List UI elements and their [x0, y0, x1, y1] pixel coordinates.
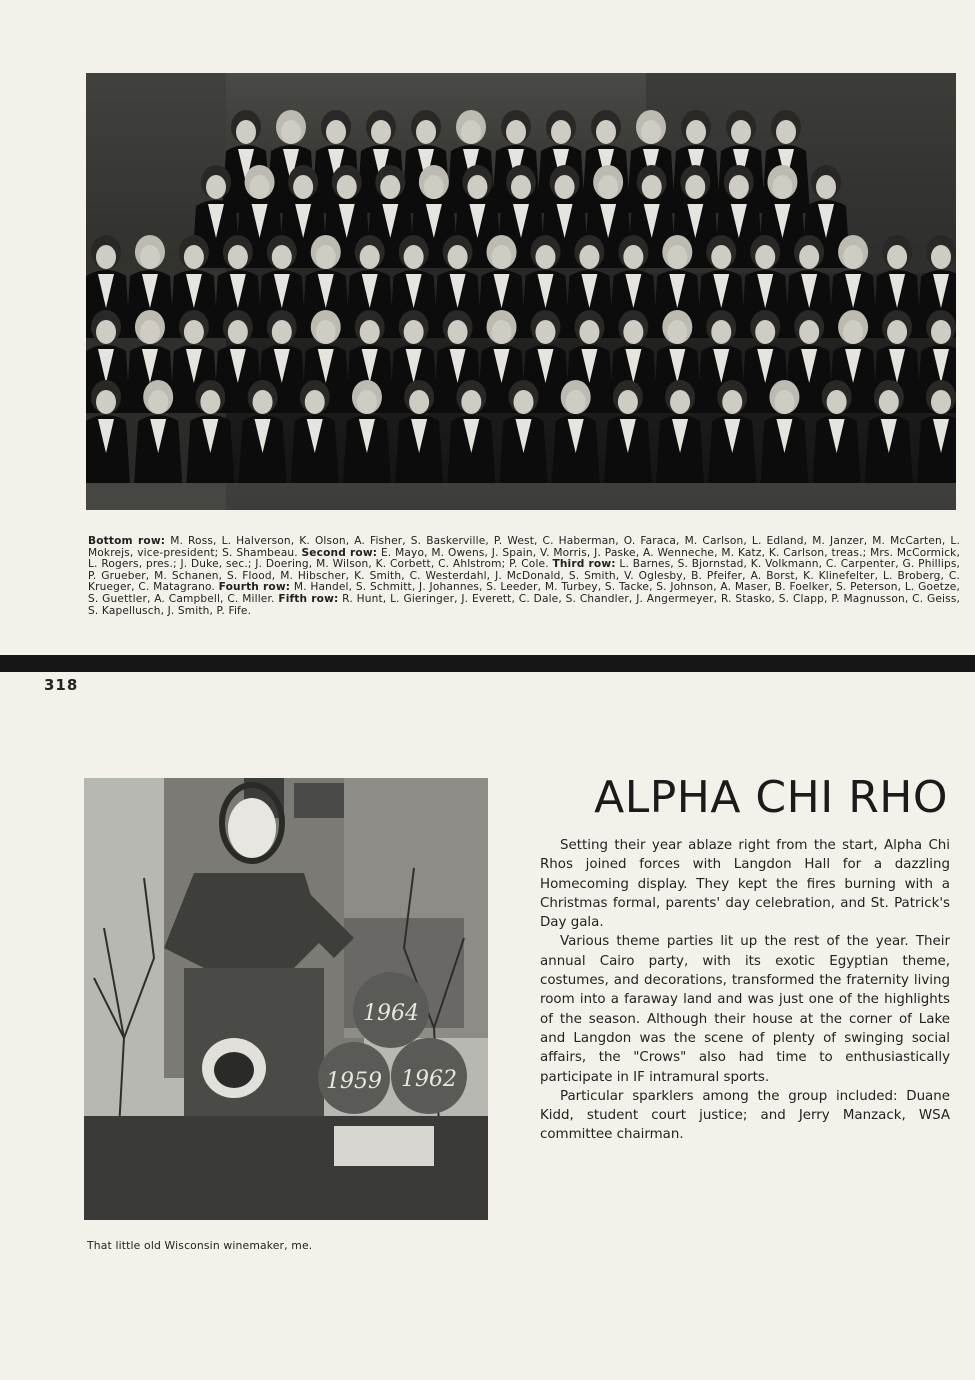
member-face: [729, 175, 749, 199]
member-face: [799, 320, 819, 344]
member-face: [316, 320, 336, 344]
member-face: [357, 390, 377, 414]
grape-year-1962: 1962: [401, 1067, 457, 1092]
member-face: [96, 245, 116, 269]
member-face: [755, 320, 775, 344]
member-face: [424, 175, 444, 199]
caption-row-names: M. Handel, S. Schmitt, J. Johannes, S. Leeder, M. Turbey, S. Tacke, S. Johnson, A. Maser, B. Foelker, S. Peterson, L. Goetze, S. Guettler, A. Campbell, C. Miller.: [88, 581, 960, 605]
member-face: [184, 245, 204, 269]
member-face: [253, 390, 273, 414]
member-face: [618, 390, 638, 414]
member-face: [816, 175, 836, 199]
member-face: [887, 320, 907, 344]
display-photo-caption: That little old Wisconsin winemaker, me.: [87, 1239, 313, 1252]
homecoming-display-photo: [84, 778, 488, 1220]
member-face: [371, 120, 391, 144]
member-face: [535, 320, 555, 344]
member-face: [272, 245, 292, 269]
member-face: [506, 120, 526, 144]
member-face: [772, 175, 792, 199]
member-face: [360, 320, 380, 344]
member-face: [228, 320, 248, 344]
member-face: [448, 245, 468, 269]
member-face: [293, 175, 313, 199]
grape-year-1964: 1964: [363, 1001, 419, 1026]
member-face: [774, 390, 794, 414]
article-heading: ALPHA CHI RHO: [594, 772, 948, 823]
member-face: [96, 320, 116, 344]
member-face: [931, 245, 951, 269]
member-face: [711, 320, 731, 344]
member-face: [799, 245, 819, 269]
member-face: [305, 390, 325, 414]
member-face: [931, 390, 951, 414]
member-face: [409, 390, 429, 414]
member-face: [511, 175, 531, 199]
caption-row-label: Third row:: [552, 558, 616, 571]
member-face: [140, 320, 160, 344]
page-divider: [0, 655, 975, 672]
caption-row-names: R. Hunt, L. Gieringer, J. Everett, C. Dale, S. Chandler, J. Angermeyer, R. Stasko, S. Clapp, P. Magnusson, C. Geiss, S. Kapellusch, J. Smith, P. Fife.: [88, 592, 961, 617]
member-face: [316, 245, 336, 269]
article-body: [540, 836, 950, 1145]
group-photo-image: [86, 73, 956, 510]
member-face: [843, 320, 863, 344]
member-face: [448, 320, 468, 344]
caption-row-label: Bottom row:: [88, 535, 166, 547]
member-face: [667, 245, 687, 269]
member-face: [380, 175, 400, 199]
member-face: [360, 245, 380, 269]
member-face: [879, 390, 899, 414]
member-face: [843, 245, 863, 269]
member-face: [140, 245, 160, 269]
member-face: [492, 245, 512, 269]
member-face: [551, 120, 571, 144]
member-face: [887, 245, 907, 269]
member-face: [461, 390, 481, 414]
member-face: [667, 320, 687, 344]
member-face: [337, 175, 357, 199]
member-face: [641, 120, 661, 144]
member-face: [514, 390, 534, 414]
member-face: [623, 320, 643, 344]
member-face: [555, 175, 575, 199]
member-face: [492, 320, 512, 344]
member-face: [623, 245, 643, 269]
member-face: [686, 120, 706, 144]
member-face: [416, 120, 436, 144]
article-paragraph: Various theme parties lit up the rest of the year. Their annual Cairo party, with its exotic Egyptian theme, costumes, and decorations, transformed the fraternity living room into a faraway land and was just one of the highlights of the season. Although their house at the corner of Lake and Langdon was the scene of plenty of swinging social affairs, the "Crows" also had time to enthusiastically participate in IF intramural sports.: [540, 934, 950, 1085]
member-face: [404, 320, 424, 344]
member-face: [755, 245, 775, 269]
member-face: [467, 175, 487, 199]
caption-row-label: Second row:: [301, 546, 378, 559]
page-number: 318: [44, 676, 79, 694]
member-face: [596, 120, 616, 144]
member-face: [236, 120, 256, 144]
member-face: [642, 175, 662, 199]
member-face: [579, 320, 599, 344]
member-face: [281, 120, 301, 144]
article-paragraph: Particular sparklers among the group included: Duane Kidd, student court justice; and Jerry Manzack, WSA committee chairman.: [540, 1088, 950, 1143]
member-face: [96, 390, 116, 414]
caption-row-names: E. Mayo, M. Owens, J. Spain, V. Morris, J. Paske, A. Wenneche, M. Katz, K. Carlson, treas.; Mrs. McCormick, L. Rogers, pres.; J. Duke, sec.; J. Doering, M. Wilson, K. Corbett, C. Ahlstrom; P. Cole.: [88, 546, 960, 571]
grape-year-1959: 1959: [326, 1069, 382, 1094]
member-face: [148, 390, 168, 414]
member-face: [776, 120, 796, 144]
member-face: [931, 320, 951, 344]
member-face: [461, 120, 481, 144]
member-face: [200, 390, 220, 414]
group-photo: [86, 73, 956, 510]
member-face: [404, 245, 424, 269]
member-face: [326, 120, 346, 144]
member-face: [566, 390, 586, 414]
member-face: [250, 175, 270, 199]
group-photo-caption: [88, 536, 960, 617]
caption-row-label: Fourth row:: [218, 581, 291, 594]
member-face: [685, 175, 705, 199]
member-face: [722, 390, 742, 414]
display-photo-image: [84, 778, 488, 1220]
article-paragraph: Setting their year ablaze right from the start, Alpha Chi Rhos joined forces with Langdon Hall for a dazzling Homecoming display. They kept the fires burning with a Christmas formal, parents' day celebration, and St. Patrick's Day gala.: [540, 838, 950, 931]
member-face: [228, 245, 248, 269]
caption-row-names: M. Ross, L. Halverson, K. Olson, A. Fisher, S. Baskerville, P. West, C. Haberman, O. Faraca, M. Carlson, L. Edland, M. Janzer, M. McCarten, L. Mokrejs, vice-president; S. Shambeau.: [88, 535, 960, 559]
member-face: [184, 320, 204, 344]
member-face: [711, 245, 731, 269]
member-face: [272, 320, 292, 344]
member-face: [535, 245, 555, 269]
member-face: [670, 390, 690, 414]
caption-row-names: L. Barnes, S. Bjornstad, K. Volkmann, C. Carpenter, G. Phillips, P. Grueber, M. Schanen, S. Flood, M. Hibscher, K. Smith, C. Westerdahl, J. McDonald, S. Smith, V. Oglesby, B. Pfeifer, A. Borst, K. Klinefelter, L. Broberg, C. Krueger, C. Matagrano.: [88, 558, 961, 594]
member-face: [579, 245, 599, 269]
caption-row-label: Fifth row:: [278, 592, 339, 605]
member-face: [827, 390, 847, 414]
member-face: [598, 175, 618, 199]
member-face: [206, 175, 226, 199]
member-face: [731, 120, 751, 144]
